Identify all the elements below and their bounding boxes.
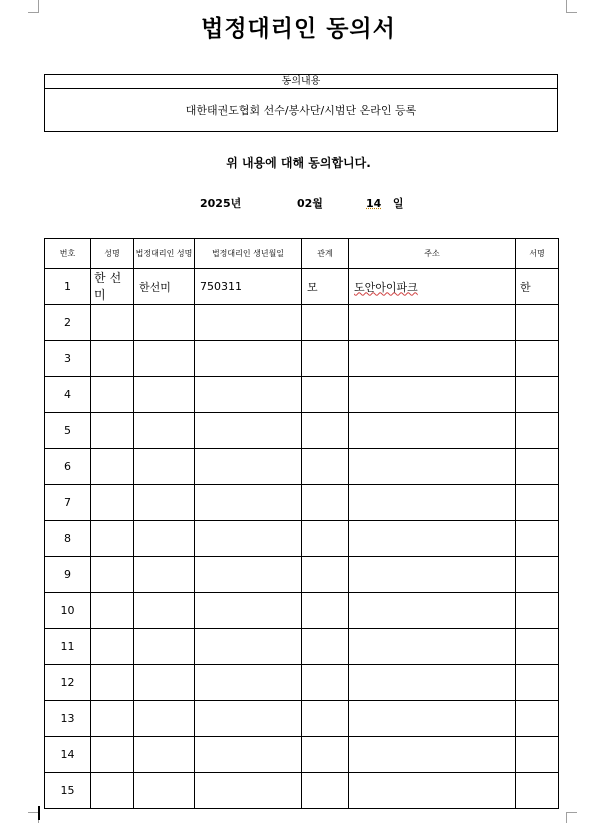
name-cell[interactable] — [91, 377, 134, 413]
address-cell[interactable] — [349, 449, 516, 485]
column-header-signature: 서명 — [516, 239, 559, 269]
table-row — [45, 413, 559, 449]
column-header-guardian-birth: 법정대리인 생년월일 — [195, 239, 302, 269]
guardian-name-cell[interactable] — [134, 449, 195, 485]
name-cell[interactable] — [91, 629, 134, 665]
guardian-name-cell[interactable] — [134, 521, 195, 557]
table-row — [45, 449, 559, 485]
column-header-guardian-name: 법정대리인 성명 — [134, 239, 195, 269]
signature-cell[interactable]: 한 — [516, 269, 559, 305]
signature-cell[interactable] — [516, 593, 559, 629]
guardian-name-cell[interactable] — [134, 413, 195, 449]
name-cell[interactable] — [91, 665, 134, 701]
date-month[interactable]: 02월 — [297, 197, 323, 210]
guardian-name-cell[interactable] — [134, 773, 195, 809]
relation-cell[interactable]: 모 — [302, 269, 349, 305]
guardian-birth-cell[interactable] — [195, 773, 302, 809]
signature-cell[interactable] — [516, 665, 559, 701]
name-cell[interactable] — [91, 737, 134, 773]
consent-table — [44, 74, 558, 132]
guardian-name-cell[interactable] — [134, 593, 195, 629]
row-number: 9 — [45, 557, 91, 593]
name-cell[interactable] — [91, 521, 134, 557]
guardian-name-cell[interactable] — [134, 737, 195, 773]
relation-cell[interactable] — [302, 521, 349, 557]
guardian-birth-cell[interactable] — [195, 341, 302, 377]
table-row — [45, 377, 559, 413]
table-header-row — [45, 239, 559, 269]
row-number: 8 — [45, 521, 91, 557]
row-number: 6 — [45, 449, 91, 485]
row-number: 14 — [45, 737, 91, 773]
guardian-birth-cell[interactable] — [195, 377, 302, 413]
relation-cell[interactable] — [302, 665, 349, 701]
date-day-unit: 일 — [392, 197, 404, 210]
address-cell[interactable] — [349, 773, 516, 809]
text-cursor — [38, 806, 40, 820]
name-cell[interactable] — [91, 593, 134, 629]
table-row — [45, 629, 559, 665]
table-row — [45, 593, 559, 629]
signature-cell[interactable] — [516, 485, 559, 521]
table-row — [45, 521, 559, 557]
table-row — [45, 269, 559, 305]
address-text: 도안아이파크 — [354, 280, 418, 294]
table-row — [45, 305, 559, 341]
guardian-table — [44, 238, 559, 809]
relation-cell[interactable] — [302, 701, 349, 737]
column-header-address: 주소 — [349, 239, 516, 269]
address-cell[interactable] — [349, 629, 516, 665]
name-cell[interactable] — [91, 449, 134, 485]
row-number: 2 — [45, 305, 91, 341]
row-number: 5 — [45, 413, 91, 449]
signature-cell[interactable] — [516, 629, 559, 665]
guardian-birth-cell[interactable] — [195, 521, 302, 557]
relation-cell[interactable] — [302, 773, 349, 809]
guardian-birth-cell[interactable] — [195, 593, 302, 629]
address-cell[interactable] — [349, 557, 516, 593]
signature-cell[interactable] — [516, 305, 559, 341]
guardian-birth-cell[interactable] — [195, 557, 302, 593]
table-row — [45, 773, 559, 809]
signature-cell[interactable] — [516, 773, 559, 809]
date-day-number: 14 — [366, 197, 382, 210]
row-number: 3 — [45, 341, 91, 377]
guardian-name-cell[interactable] — [134, 629, 195, 665]
page-corner-bottom-right — [566, 812, 577, 823]
guardian-name-cell[interactable] — [134, 665, 195, 701]
signature-cell[interactable] — [516, 341, 559, 377]
guardian-name-cell[interactable] — [134, 557, 195, 593]
guardian-name-cell[interactable]: 한선미 — [134, 269, 195, 305]
relation-cell[interactable] — [302, 629, 349, 665]
address-cell[interactable] — [349, 737, 516, 773]
signature-cell[interactable] — [516, 737, 559, 773]
relation-cell[interactable] — [302, 557, 349, 593]
relation-cell[interactable] — [302, 485, 349, 521]
address-cell[interactable] — [349, 341, 516, 377]
address-cell[interactable] — [349, 269, 516, 305]
address-cell[interactable] — [349, 665, 516, 701]
name-cell[interactable] — [91, 557, 134, 593]
relation-cell[interactable] — [302, 305, 349, 341]
name-cell[interactable] — [91, 305, 134, 341]
column-header-name: 성명 — [91, 239, 134, 269]
guardian-birth-cell[interactable] — [195, 737, 302, 773]
signature-cell[interactable] — [516, 701, 559, 737]
row-number: 10 — [45, 593, 91, 629]
row-number: 13 — [45, 701, 91, 737]
signature-cell[interactable] — [516, 377, 559, 413]
guardian-birth-cell[interactable] — [195, 701, 302, 737]
guardian-birth-cell[interactable] — [195, 665, 302, 701]
guardian-birth-cell[interactable] — [195, 485, 302, 521]
guardian-birth-cell[interactable] — [195, 629, 302, 665]
signature-cell[interactable] — [516, 413, 559, 449]
address-cell[interactable] — [349, 521, 516, 557]
address-cell[interactable] — [349, 485, 516, 521]
address-cell[interactable] — [349, 701, 516, 737]
guardian-name-cell[interactable] — [134, 341, 195, 377]
name-cell[interactable] — [91, 701, 134, 737]
date-day[interactable] — [366, 195, 403, 211]
name-cell[interactable] — [91, 485, 134, 521]
consent-content[interactable]: 대한태권도협회 선수/봉사단/시범단 온라인 등록 — [45, 89, 558, 132]
table-row — [45, 665, 559, 701]
column-header-number: 번호 — [45, 239, 91, 269]
row-number: 7 — [45, 485, 91, 521]
signature-cell[interactable] — [516, 449, 559, 485]
address-cell[interactable] — [349, 377, 516, 413]
guardian-name-cell[interactable] — [134, 377, 195, 413]
guardian-name-cell[interactable] — [134, 305, 195, 341]
relation-cell[interactable] — [302, 413, 349, 449]
date-year[interactable]: 2025년 — [200, 197, 242, 210]
name-cell[interactable] — [91, 773, 134, 809]
table-row — [45, 485, 559, 521]
row-number: 4 — [45, 377, 91, 413]
guardian-birth-cell[interactable] — [195, 413, 302, 449]
table-row — [45, 701, 559, 737]
guardian-name-cell[interactable] — [134, 485, 195, 521]
guardian-birth-cell[interactable]: 750311 — [195, 269, 302, 305]
signature-cell[interactable] — [516, 557, 559, 593]
address-cell[interactable] — [349, 305, 516, 341]
table-row — [45, 737, 559, 773]
row-number: 15 — [45, 773, 91, 809]
agreement-statement: 위 내용에 대해 동의합니다. — [226, 156, 371, 170]
table-body — [45, 269, 559, 809]
column-header-relation: 관계 — [302, 239, 349, 269]
relation-cell[interactable] — [302, 449, 349, 485]
relation-cell[interactable] — [302, 593, 349, 629]
table-row — [45, 341, 559, 377]
row-number: 11 — [45, 629, 91, 665]
name-cell[interactable]: 한선미 — [91, 269, 134, 305]
table-row — [45, 557, 559, 593]
guardian-birth-cell[interactable] — [195, 449, 302, 485]
relation-cell[interactable] — [302, 737, 349, 773]
relation-cell[interactable] — [302, 341, 349, 377]
address-cell[interactable] — [349, 593, 516, 629]
name-cell[interactable] — [91, 413, 134, 449]
document-title: 법정대리인 동의서 — [201, 16, 396, 42]
row-number: 1 — [45, 269, 91, 305]
address-cell[interactable] — [349, 413, 516, 449]
name-cell[interactable] — [91, 341, 134, 377]
signature-cell[interactable] — [516, 521, 559, 557]
relation-cell[interactable] — [302, 377, 349, 413]
guardian-name-cell[interactable] — [134, 701, 195, 737]
consent-header[interactable]: 동의내용 — [45, 75, 558, 89]
row-number: 12 — [45, 665, 91, 701]
guardian-birth-cell[interactable] — [195, 305, 302, 341]
